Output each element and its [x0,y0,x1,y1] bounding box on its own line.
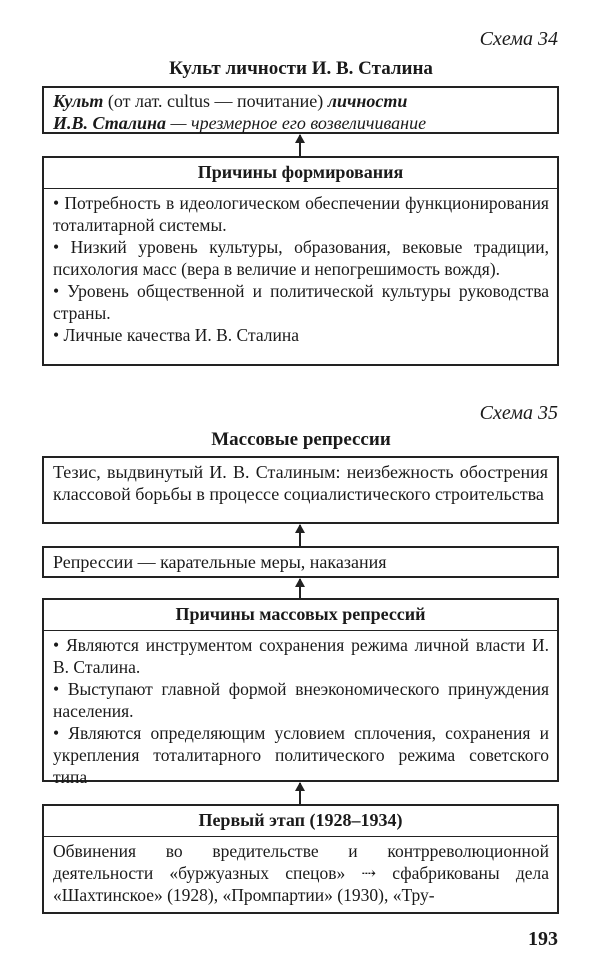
repression-cause-3: • Являются определяющим условием сплочения, сохранения и укрепления тоталитарного политического режима советского типа [53,722,549,788]
arrow-up-2 [299,525,301,547]
cult-cause-1: • Потребность в идеологическом обеспечении функционирования тоталитарной системы. [53,192,549,236]
cult-cause-3: • Уровень общественной и политической культуры руководства страны. [53,280,549,324]
cult-definition-box [42,86,559,134]
scheme-34-label: Схема 34 [479,28,558,50]
first-stage-heading: Первый этап (1928–1934) [44,806,557,837]
first-stage-box [42,804,559,914]
definition-term-3: И.В. Сталина [53,113,167,133]
repressions-text: Репрессии — карательные меры, наказания [53,552,387,572]
repression-cause-2: • Выступают главной формой внеэкономического принуждения населения. [53,678,549,722]
definition-latin: (от лат. cultus — почитание) [103,91,328,111]
definition-meaning: — чрезмерное его возвеличивание [166,113,427,133]
definition-term-2: личности [327,91,408,111]
scheme-35-title: Массовые репрессии [211,429,391,450]
definition-term-1: Культ [53,91,104,111]
arrow-up-1 [299,135,301,157]
repression-causes-heading: Причины массовых репрессий [44,600,557,631]
thesis-box [42,456,559,524]
repressions-box [42,546,559,578]
thesis-text: Тезис, выдвинутый И. В. Сталиным: неизбежность обострения классовой борьбы в процессе социалистического строительства [53,462,548,504]
arrow-up-4 [299,783,301,805]
page-number: 193 [528,928,558,950]
arrow-up-3 [299,579,301,599]
scheme-34-title: Культ личности И. В. Сталина [169,58,433,79]
cult-causes-box [42,156,559,366]
cult-causes-list [44,189,557,350]
cult-cause-2: • Низкий уровень культуры, образования, вековые традиции, психология масс (вера в величие и непогрешимость вождя). [53,236,549,280]
repression-causes-box [42,598,559,787]
cult-definition [44,88,557,137]
scheme-35-label: Схема 35 [479,402,558,424]
repression-causes-list [44,631,557,792]
cult-causes-heading: Причины формирования [44,158,557,189]
cult-cause-4: • Личные качества И. В. Сталина [53,324,549,346]
first-stage-text: Обвинения во вредительстве и контрреволюционной деятельности «буржуазных спецов» ⇢ сфабрикованы дела «Шахтинское» (1928), «Промпартии» (1930), «Тру- [53,841,549,905]
repression-cause-1: • Являются инструментом сохранения режима личной власти И. В. Сталина. [53,634,549,678]
